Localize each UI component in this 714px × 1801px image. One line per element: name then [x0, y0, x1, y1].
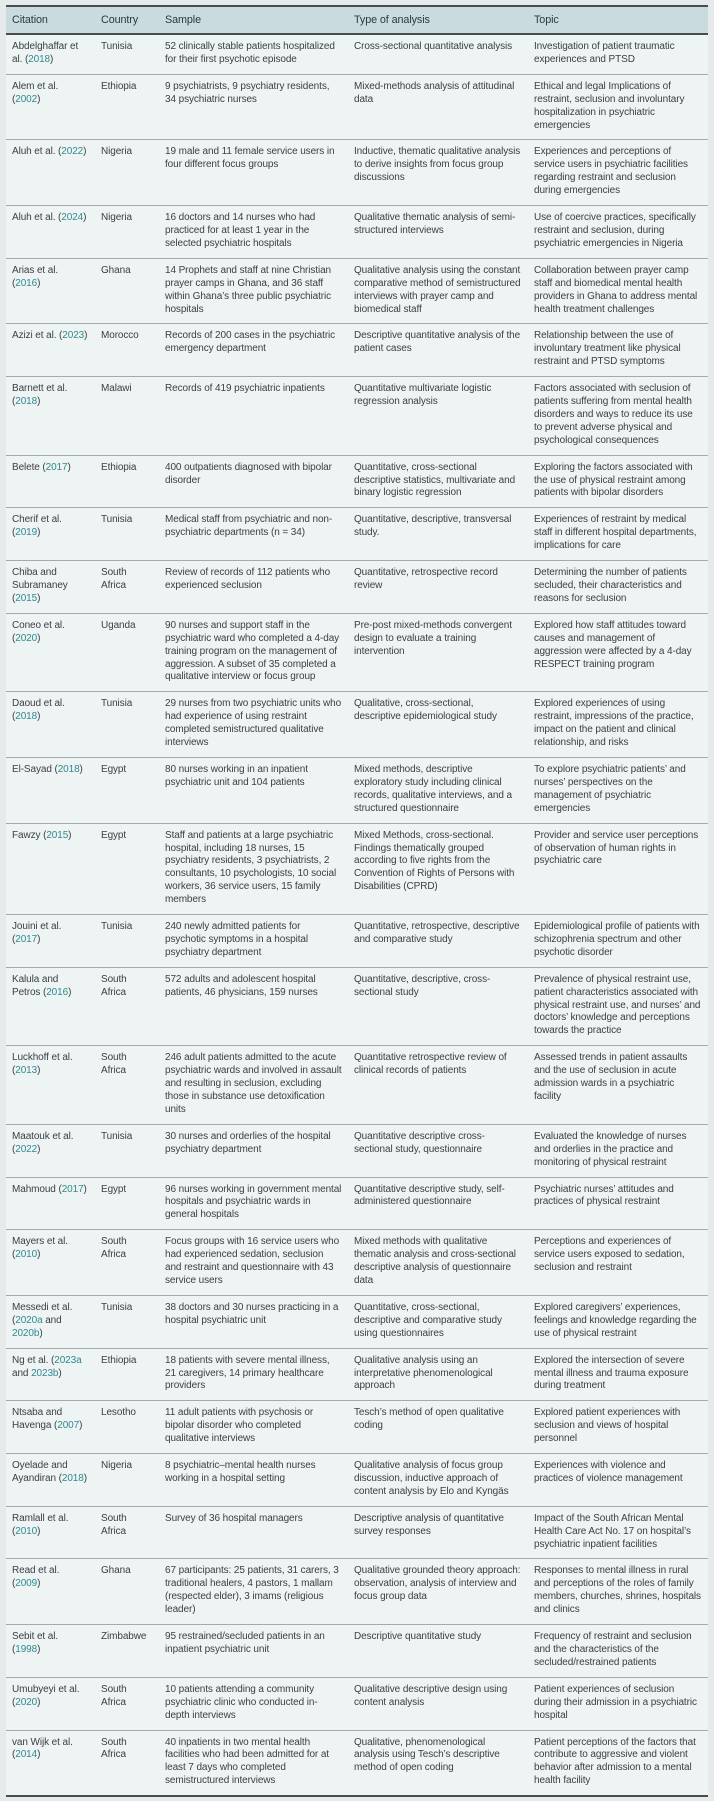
citation-text: ): [37, 527, 41, 539]
sample-cell: 10 patients attending a community psychiatric clinic who conducted in-depth interviews: [165, 1677, 354, 1730]
citation-year-link[interactable]: 2009: [15, 1578, 38, 1590]
topic-cell: Perceptions and experiences of service users exposed to sedation, seclusion and restraint: [534, 1230, 708, 1296]
citation-year-link[interactable]: 2018: [28, 53, 51, 65]
topic-cell: Explored experiences of using restraint, impressions of the practice, impact on the patient and clinical relationship, and risks: [534, 692, 708, 758]
sample-cell: 14 Prophets and staff at nine Christian prayer camps in Ghana, and 36 staff within Ghana’s three public psychiatric hospitals: [165, 258, 354, 324]
citation-text: ): [79, 1420, 83, 1432]
citation-text: Barnett et al. (: [12, 383, 68, 408]
sample-cell: 52 clinically stable patients hospitalized for their first psychotic episode: [165, 34, 354, 74]
topic-cell: Use of coercive practices, specifically restraint and seclusion, during psychiatric emergencies in Nigeria: [534, 206, 708, 259]
topic-cell: Relationship between the use of involuntary treatment like physical restraint and PTSD symptoms: [534, 324, 708, 377]
citation-year-link[interactable]: 2018: [57, 763, 80, 775]
citation-text: Alem et al. (: [12, 80, 59, 105]
topic-cell: To explore psychiatric patients’ and nurses’ perspectives on the management of psychiatric emergencies: [534, 757, 708, 823]
analysis-cell: Quantitative descriptive study, self-administered questionnaire: [354, 1177, 534, 1230]
topic-cell: Assessed trends in patient assaults and the use of seclusion in acute admission wards in a psychiatric facility: [534, 1046, 708, 1125]
citation-text: ): [83, 212, 87, 224]
citation-cell: [6, 206, 101, 259]
citation-cell: [6, 1124, 101, 1177]
citation-text: Azizi et al. (: [12, 330, 63, 342]
citation-year-link[interactable]: 2020b: [12, 1327, 40, 1339]
citation-text: and: [42, 1314, 62, 1326]
table-row: [6, 74, 708, 140]
citation-text: and: [12, 1367, 32, 1379]
analysis-cell: Quantitative, cross-sectional, descriptive and comparative study using questionnaires: [354, 1295, 534, 1348]
citation-cell: [6, 324, 101, 377]
analysis-cell: Mixed methods, descriptive exploratory study including clinical records, qualitative interviews, and a structured questionnaire: [354, 757, 534, 823]
sample-cell: 29 nurses from two psychiatric units who had experience of using restraint completed semistructured qualitative interviews: [165, 692, 354, 758]
topic-cell: Experiences of restraint by medical staff in different hospital departments, implications for care: [534, 508, 708, 561]
country-cell: Tunisia: [101, 915, 165, 968]
table-row: [6, 324, 708, 377]
country-cell: Nigeria: [101, 1454, 165, 1507]
table-row: [6, 455, 708, 508]
citation-text: Luckhoff et al. (: [12, 1052, 73, 1077]
citation-text: Oyelade and Ayandiran (: [12, 1460, 68, 1484]
country-cell: Egypt: [101, 1177, 165, 1230]
citation-year-link[interactable]: 2002: [15, 93, 38, 105]
citation-cell: [6, 1454, 101, 1507]
table-row: [6, 1506, 708, 1559]
citation-text: ): [37, 277, 41, 289]
topic-cell: Exploring the factors associated with the use of physical restraint among patients with bipolar disorders: [534, 455, 708, 508]
table-row: [6, 1348, 708, 1401]
citation-text: Kalula and Petros (: [12, 973, 59, 998]
citation-text: Read et al. (: [12, 1565, 60, 1590]
sample-cell: Focus groups with 16 service users who had experienced sedation, seclusion and restraint and questionnaire with 43 service users: [165, 1230, 354, 1296]
table-row: [6, 1401, 708, 1454]
citation-year-link[interactable]: 2015: [15, 592, 38, 604]
analysis-cell: Cross-sectional quantitative analysis: [354, 34, 534, 74]
analysis-cell: Qualitative, cross-sectional, descriptive epidemiological study: [354, 692, 534, 758]
citation-text: Belete (: [12, 461, 46, 473]
citation-text: ): [84, 330, 88, 342]
analysis-cell: Descriptive quantitative study: [354, 1625, 534, 1678]
country-cell: Ethiopia: [101, 74, 165, 140]
citation-text: ): [37, 1578, 41, 1590]
sample-cell: 246 adult patients admitted to the acute psychiatric wards and involved in assault and resulting in seclusion, excluding those in substance use detoxification units: [165, 1046, 354, 1125]
citation-year-link[interactable]: 2018: [61, 1472, 84, 1484]
table-row: [6, 1559, 708, 1625]
citation-cell: [6, 1348, 101, 1401]
topic-cell: Prevalence of physical restraint use, patient characteristics associated with physical restraint use, and nurses’ and doctors’ knowledge and perceptions towards the practice: [534, 967, 708, 1046]
citation-text: ): [37, 1143, 41, 1155]
topic-cell: Frequency of restraint and seclusion and the characteristics of the secluded/restrained patients: [534, 1625, 708, 1678]
citation-text: ): [68, 829, 72, 841]
column-header-citation: Citation: [6, 6, 101, 34]
citation-text: Maatouk et al. (: [12, 1130, 74, 1155]
sample-cell: Review of records of 112 patients who experienced seclusion: [165, 561, 354, 614]
country-cell: Tunisia: [101, 692, 165, 758]
country-cell: South Africa: [101, 1677, 165, 1730]
analysis-cell: Qualitative descriptive design using content analysis: [354, 1677, 534, 1730]
table-row: [6, 1677, 708, 1730]
citation-year-link[interactable]: 2020: [15, 1696, 38, 1708]
topic-cell: Determining the number of patients secluded, their characteristics and reasons for seclusion: [534, 561, 708, 614]
citation-cell: [6, 74, 101, 140]
country-cell: Malawi: [101, 377, 165, 456]
citation-text: ): [37, 1249, 41, 1261]
citation-cell: [6, 1046, 101, 1125]
analysis-cell: Mixed Methods, cross-sectional. Findings thematically grouped according to five rights from the Convention of Rights of Persons with Disabilities (CPRD): [354, 823, 534, 914]
citation-text: ): [37, 1696, 41, 1708]
country-cell: Tunisia: [101, 508, 165, 561]
table-row: [6, 1124, 708, 1177]
citation-text: Daoud et al. (: [12, 698, 65, 723]
citation-text: ): [37, 632, 41, 644]
citation-cell: [6, 967, 101, 1046]
citation-text: ): [37, 396, 41, 408]
citation-text: Fawzy (: [12, 829, 47, 841]
country-cell: Egypt: [101, 823, 165, 914]
citation-year-link[interactable]: 2010: [15, 1249, 38, 1261]
citation-cell: [6, 1559, 101, 1625]
table-row: [6, 377, 708, 456]
analysis-cell: Descriptive quantitative analysis of the patient cases: [354, 324, 534, 377]
citation-text: ): [50, 53, 54, 65]
table-row: [6, 508, 708, 561]
citation-text: van Wijk et al. (: [12, 1736, 73, 1761]
column-header-country: Country: [101, 6, 165, 34]
citation-text: Jouini et al. (: [12, 921, 62, 945]
analysis-cell: Quantitative, retrospective record review: [354, 561, 534, 614]
topic-cell: Explored how staff attitudes toward causes and management of aggression were affected by a 4-day RESPECT training program: [534, 613, 708, 692]
table-row: [6, 823, 708, 914]
sample-cell: 95 restrained/secluded patients in an inpatient psychiatric unit: [165, 1625, 354, 1678]
citation-cell: [6, 1401, 101, 1454]
topic-cell: Patient experiences of seclusion during their admission in a psychiatric hospital: [534, 1677, 708, 1730]
topic-cell: Experiences with violence and practices of violence management: [534, 1454, 708, 1507]
citation-year-link[interactable]: 2016: [15, 277, 38, 289]
citation-cell: [6, 258, 101, 324]
citation-year-link[interactable]: 2010: [15, 1525, 38, 1537]
citation-year-link[interactable]: 2023a: [54, 1354, 82, 1366]
table-row: [6, 692, 708, 758]
country-cell: Ghana: [101, 1559, 165, 1625]
citation-year-link[interactable]: 2016: [46, 986, 69, 998]
citation-text: ): [67, 461, 71, 473]
citation-text: ): [37, 1525, 41, 1537]
table-row: [6, 34, 708, 74]
citation-year-link[interactable]: 1998: [15, 1644, 38, 1655]
country-cell: Tunisia: [101, 1295, 165, 1348]
country-cell: South Africa: [101, 1506, 165, 1559]
table-row: [6, 561, 708, 614]
analysis-cell: Quantitative retrospective review of clinical records of patients: [354, 1046, 534, 1125]
analysis-cell: Quantitative, retrospective, descriptive and comparative study: [354, 915, 534, 968]
analysis-cell: Qualitative analysis using an interpretative phenomenological approach: [354, 1348, 534, 1401]
country-cell: Lesotho: [101, 1401, 165, 1454]
analysis-cell: Quantitative, descriptive, cross-sectional study: [354, 967, 534, 1046]
country-cell: Ethiopia: [101, 455, 165, 508]
citation-cell: [6, 1295, 101, 1348]
analysis-cell: Qualitative analysis using the constant comparative method of semistructured interviews with prayer camp and biomedical staff: [354, 258, 534, 324]
citation-year-link[interactable]: 2019: [15, 527, 38, 539]
country-cell: South Africa: [101, 1736, 127, 1761]
sample-cell: 572 adults and adolescent hospital patients, 46 physicians, 159 nurses: [165, 967, 354, 1046]
citation-text: Mahmoud (: [12, 1183, 62, 1195]
topic-cell: Impact of the South African Mental Health Care Act No. 17 on hospital’s psychiatric inpatient facilities: [534, 1506, 708, 1559]
country-cell: South Africa: [101, 1230, 165, 1296]
sample-cell: Survey of 36 hospital managers: [165, 1506, 354, 1559]
analysis-cell: Descriptive analysis of quantitative survey responses: [354, 1506, 534, 1559]
table-row: [6, 1454, 708, 1507]
analysis-cell: Mixed-methods analysis of attitudinal data: [354, 74, 534, 140]
topic-cell: Experiences and perceptions of service users in psychiatric facilities regarding restraint and seclusion during emergencies: [534, 140, 708, 206]
analysis-cell: Quantitative descriptive cross-sectional study, questionnaire: [354, 1124, 534, 1177]
topic-cell: Patient perceptions of the factors that contribute to aggressive and violent behavior after admission to a mental health facility: [534, 1736, 696, 1787]
topic-cell: Explored the intersection of severe mental illness and trauma exposure during treatment: [534, 1348, 708, 1401]
country-cell: Nigeria: [101, 206, 165, 259]
sample-cell: 400 outpatients diagnosed with bipolar disorder: [165, 455, 354, 508]
citation-cell: [6, 915, 101, 968]
citation-text: Umubyeyi et al. (: [12, 1683, 80, 1708]
topic-cell: Evaluated the knowledge of nurses and orderlies in the practice and monitoring of physical restraint: [534, 1124, 708, 1177]
topic-cell: Psychiatric nurses’ attitudes and practices of physical restraint: [534, 1177, 708, 1230]
analysis-cell: Qualitative grounded theory approach: observation, analysis of interview and focus group data: [354, 1559, 534, 1625]
sample-cell: 67 participants: 25 patients, 31 carers, 3 traditional healers, 4 pastors, 1 mallam (respected elder), 3 imams (religious leader): [165, 1559, 354, 1625]
country-cell: Zimbabwe: [101, 1625, 165, 1678]
sample-cell: 11 adult patients with psychosis or bipolar disorder who completed qualitative interviews: [165, 1401, 354, 1454]
citation-cell: [6, 1230, 101, 1296]
citation-cell: [6, 1625, 101, 1678]
citation-text: ): [83, 1183, 87, 1195]
sample-cell: 40 inpatients in two mental health facilities who had been admitted for at least 7 days who completed semistructured interviews: [165, 1736, 329, 1787]
citation-year-link[interactable]: 2015: [46, 829, 69, 841]
country-cell: Morocco: [101, 324, 165, 377]
citation-text: Mayers et al. (: [12, 1236, 68, 1261]
analysis-cell: Inductive, thematic qualitative analysis to derive insights from focus group discussions: [354, 140, 534, 206]
column-header-type-of-analysis: Type of analysis: [354, 6, 534, 34]
citation-cell: [6, 508, 101, 561]
citation-year-link[interactable]: 2024: [61, 212, 84, 224]
country-cell: Egypt: [101, 757, 165, 823]
citation-cell: [6, 34, 101, 74]
sample-cell: 90 nurses and support staff in the psychiatric ward who completed a 4-day training program on the management of aggression. A subset of 35 completed a qualitative interview or focus group: [165, 613, 354, 692]
citation-text: ): [37, 711, 41, 723]
citation-cell: [6, 1177, 101, 1230]
studies-table: [6, 5, 708, 1797]
table-body: [6, 34, 708, 1796]
citation-text: Aluh et al. (: [12, 212, 62, 224]
analysis-cell: Qualitative analysis of focus group discussion, inductive approach of content analysis by Elo and Kyngäs: [354, 1454, 534, 1507]
country-cell: Tunisia: [101, 1124, 165, 1177]
analysis-cell: Pre-post mixed-methods convergent design to evaluate a training intervention: [354, 613, 534, 692]
citation-text: Ramlall et al. (: [12, 1512, 69, 1537]
table-row: [6, 1295, 708, 1348]
citation-cell: [6, 757, 101, 823]
citation-cell: [6, 140, 101, 206]
citation-text: ): [83, 146, 87, 158]
citation-cell: [6, 377, 101, 456]
topic-cell: Provider and service user perceptions of observation of human rights in psychiatric care: [534, 823, 708, 914]
table-row: [6, 258, 708, 324]
citation-text: Aluh et al. (: [12, 146, 62, 158]
citation-year-link[interactable]: 2022: [15, 1143, 38, 1155]
citation-text: ): [79, 763, 83, 775]
citation-text: Sebit et al. (: [12, 1631, 59, 1655]
topic-cell: Ethical and legal Implications of restraint, seclusion and involuntary hospitalization in psychiatric emergencies: [534, 74, 708, 140]
sample-cell: Records of 419 psychiatric inpatients: [165, 377, 354, 456]
topic-cell: Explored patient experiences with seclusion and views of hospital personnel: [534, 1401, 708, 1454]
citation-cell: [6, 692, 101, 758]
citation-cell: [6, 1730, 101, 1796]
topic-cell: Explored caregivers’ experiences, feelings and knowledge regarding the use of physical restraint: [534, 1295, 708, 1348]
analysis-cell: Tesch’s method of open qualitative coding: [354, 1401, 534, 1454]
table-row: [6, 757, 708, 823]
citation-text: ): [37, 933, 41, 945]
citation-text: ): [37, 93, 41, 105]
citation-text: Abdelghaffar et al. (: [12, 41, 79, 65]
citation-cell: [6, 561, 101, 614]
citation-text: Arias et al. (: [12, 264, 59, 289]
table-row: [6, 1046, 708, 1125]
country-cell: Ghana: [101, 258, 165, 324]
citation-cell: [6, 1506, 101, 1559]
topic-cell: Responses to mental illness in rural and perceptions of the roles of family members, churches, shrines, hospitals and clinics: [534, 1559, 708, 1625]
table-row: [6, 967, 708, 1046]
citation-text: Messedi et al. (: [12, 1301, 73, 1326]
analysis-cell: Quantitative multivariate logistic regression analysis: [354, 377, 534, 456]
citation-year-link[interactable]: 2013: [15, 1065, 38, 1077]
citation-text: Cherif et al. (: [12, 514, 62, 539]
topic-cell: Investigation of patient traumatic experiences and PTSD: [534, 34, 708, 74]
table-row: [6, 613, 708, 692]
country-cell: South Africa: [101, 561, 165, 614]
column-header-topic: Topic: [534, 6, 708, 34]
analysis-cell: Qualitative, phenomenological analysis using Tesch’s descriptive method of open coding: [354, 1736, 500, 1774]
citation-year-link[interactable]: 2022: [61, 146, 84, 158]
table-row: [6, 915, 708, 968]
table-row: [6, 1177, 708, 1230]
analysis-cell: Mixed methods with qualitative thematic analysis and cross-sectional descriptive analysis of questionnaire data: [354, 1230, 534, 1296]
country-cell: Uganda: [101, 613, 165, 692]
analysis-cell: Qualitative thematic analysis of semi-structured interviews: [354, 206, 534, 259]
citation-cell: [6, 455, 101, 508]
citation-year-link[interactable]: 2018: [15, 711, 38, 723]
citation-text: ): [37, 1749, 41, 1761]
citation-text: ): [83, 1472, 87, 1484]
sample-cell: Records of 200 cases in the psychiatric emergency department: [165, 324, 354, 377]
country-cell: South Africa: [101, 967, 165, 1046]
citation-year-link[interactable]: 2020a: [15, 1314, 43, 1326]
topic-cell: Collaboration between prayer camp staff and biomedical mental health providers in Ghana to address mental health treatment challenges: [534, 258, 708, 324]
sample-cell: 80 nurses working in an inpatient psychiatric unit and 104 patients: [165, 757, 354, 823]
sample-cell: Staff and patients at a large psychiatric hospital, including 18 nurses, 15 psychiatry residents, 3 psychiatrists, 2 consultants, 10 psychologists, 10 social workers, 36 service users, 15 family members: [165, 823, 354, 914]
citation-cell: [6, 613, 101, 692]
sample-cell: 18 patients with severe mental illness, 21 caregivers, 14 primary healthcare providers: [165, 1348, 354, 1401]
citation-text: Ng et al. (: [12, 1354, 55, 1366]
sample-cell: 30 nurses and orderlies of the hospital psychiatry department: [165, 1124, 354, 1177]
table-row: [6, 140, 708, 206]
citation-cell: [6, 1677, 101, 1730]
citation-year-link[interactable]: 2017: [15, 933, 38, 945]
citation-cell: [6, 823, 101, 914]
topic-cell: Factors associated with seclusion of patients suffering from mental health disorders and ways to reduce its use to prevent adverse physical and psychological consequences: [534, 377, 708, 456]
table-row: [6, 206, 708, 259]
citation-year-link[interactable]: 2017: [45, 461, 68, 473]
citation-text: ): [37, 592, 41, 604]
citation-text: Ntsaba and Havenga (: [12, 1407, 63, 1432]
citation-text: Chiba and Subramaney (: [12, 567, 68, 604]
analysis-cell: Quantitative, descriptive, transversal study.: [354, 508, 534, 561]
citation-text: ): [37, 1644, 41, 1655]
citation-text: Coneo et al. (: [12, 619, 65, 644]
citation-year-link[interactable]: 2014: [15, 1749, 38, 1761]
sample-cell: 16 doctors and 14 nurses who had practiced for at least 1 year in the selected psychiatric hospitals: [165, 206, 354, 259]
column-header-sample: Sample: [165, 6, 354, 34]
sample-cell: 38 doctors and 30 nurses practicing in a hospital psychiatric unit: [165, 1295, 354, 1348]
table-row: [6, 1730, 708, 1796]
citation-text: ): [39, 1327, 43, 1339]
country-cell: Ethiopia: [101, 1348, 165, 1401]
sample-cell: 9 psychiatrists, 9 psychiatry residents, 34 psychiatric nurses: [165, 74, 354, 140]
citation-year-link[interactable]: 2007: [57, 1420, 80, 1432]
sample-cell: 240 newly admitted patients for psychotic symptoms in a hospital psychiatry department: [165, 915, 354, 968]
sample-cell: Medical staff from psychiatric and non-psychiatric departments (n = 34): [165, 508, 354, 561]
citation-year-link[interactable]: 2017: [61, 1183, 84, 1195]
country-cell: Nigeria: [101, 140, 165, 206]
sample-cell: 8 psychiatric–mental health nurses working in a hospital setting: [165, 1454, 354, 1507]
table-header-row: [6, 6, 708, 34]
table-row: [6, 1230, 708, 1296]
sample-cell: 19 male and 11 female service users in four different focus groups: [165, 140, 354, 206]
country-cell: Tunisia: [101, 34, 165, 74]
citation-year-link[interactable]: 2020: [15, 632, 38, 644]
citation-year-link[interactable]: 2023b: [31, 1367, 59, 1379]
citation-year-link[interactable]: 2018: [15, 396, 38, 408]
analysis-cell: Quantitative, cross-sectional descriptive statistics, multivariate and binary logistic regression: [354, 455, 534, 508]
topic-cell: Epidemiological profile of patients with schizophrenia spectrum and other psychotic disorder: [534, 915, 708, 968]
citation-text: ): [68, 986, 72, 998]
citation-text: ): [37, 1065, 41, 1077]
citation-year-link[interactable]: 2023: [62, 330, 85, 342]
table-row: [6, 1625, 708, 1678]
country-cell: South Africa: [101, 1046, 165, 1125]
sample-cell: 96 nurses working in government mental hospitals and psychiatric wards in general hospitals: [165, 1177, 354, 1230]
citation-text: ): [58, 1367, 62, 1379]
citation-text: El-Sayad (: [12, 763, 58, 775]
